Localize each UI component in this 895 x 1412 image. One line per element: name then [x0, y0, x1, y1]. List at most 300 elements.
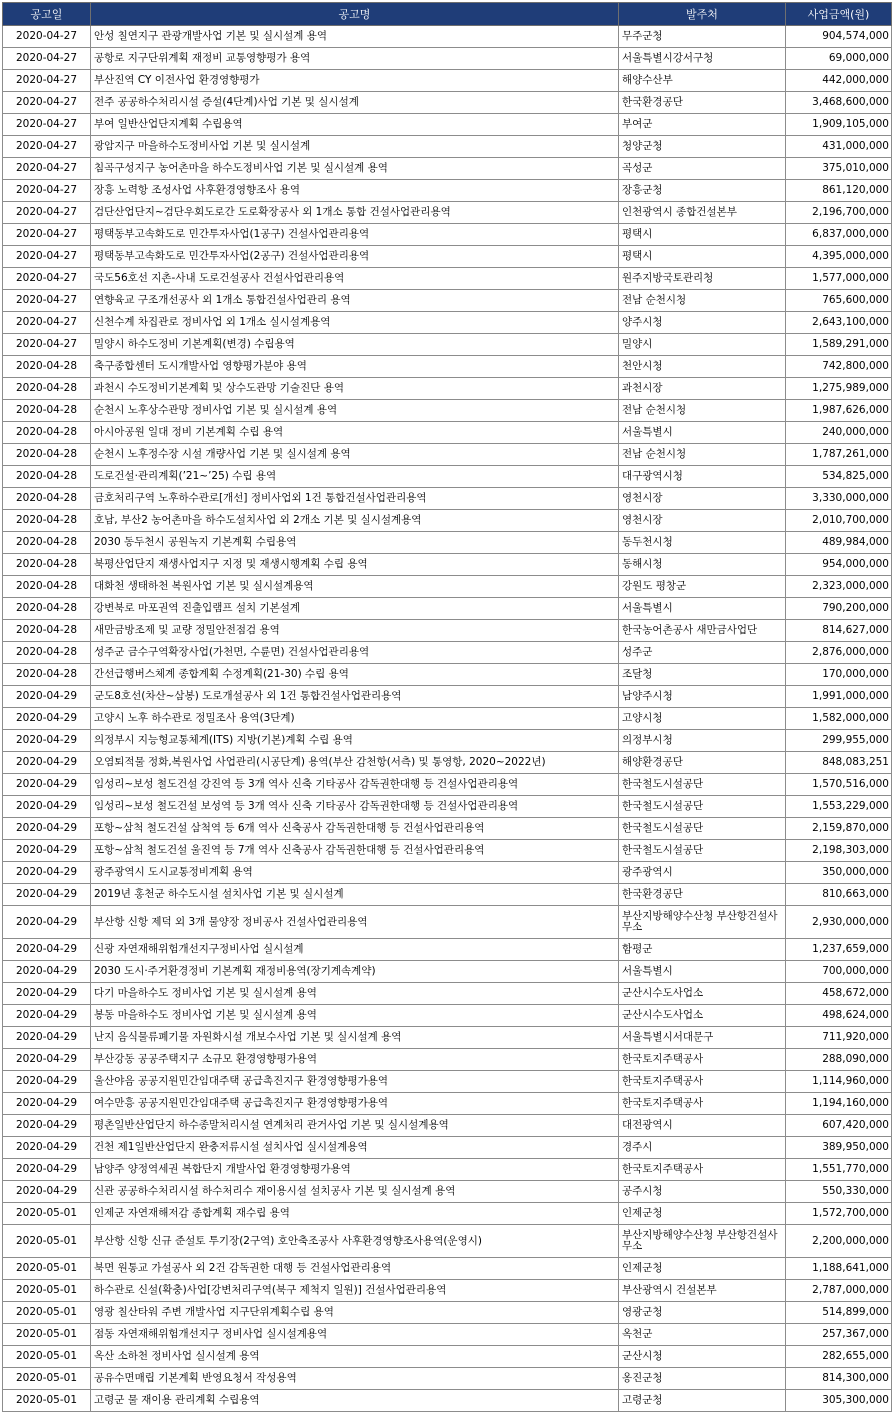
cell-client: 청양군청	[619, 136, 786, 158]
cell-title: 봉동 마을하수도 정비사업 기본 및 실시설계 용역	[91, 1005, 619, 1027]
cell-amount: 350,000,000	[786, 862, 892, 884]
cell-amount: 257,367,000	[786, 1324, 892, 1346]
cell-date: 2020-04-28	[3, 510, 91, 532]
cell-amount: 1,114,960,000	[786, 1071, 892, 1093]
cell-amount: 514,899,000	[786, 1302, 892, 1324]
cell-date: 2020-04-28	[3, 554, 91, 576]
cell-amount: 2,010,700,000	[786, 510, 892, 532]
cell-title: 부산항 신항 신규 준설토 투기장(2구역) 호안축조공사 사후환경영향조사용역(운영시)	[91, 1225, 619, 1258]
cell-title: 평촌일반산업단지 하수종말처리시설 연계처리 관거사업 기본 및 실시설계용역	[91, 1115, 619, 1137]
cell-client: 밀양시	[619, 334, 786, 356]
table-row	[3, 884, 892, 906]
cell-title: 고양시 노후 하수관로 정밀조사 용역(3단계)	[91, 708, 619, 730]
cell-title: 북평산업단지 재생사업지구 지정 및 재생시행계획 수립 용역	[91, 554, 619, 576]
cell-client: 한국철도시설공단	[619, 796, 786, 818]
cell-date: 2020-04-28	[3, 532, 91, 554]
cell-title: 하수관로 신설(확충)사업[강변처리구역(북구 제척지 일원)] 건설사업관리용역	[91, 1280, 619, 1302]
cell-date: 2020-04-27	[3, 180, 91, 202]
cell-client: 천안시청	[619, 356, 786, 378]
cell-client: 남양주시청	[619, 686, 786, 708]
cell-title: 광암지구 마을하수도정비사업 기본 및 실시설계	[91, 136, 619, 158]
cell-client: 해양수산부	[619, 70, 786, 92]
cell-title: 부산강동 공공주택지구 소규모 환경영향평가용역	[91, 1049, 619, 1071]
table-row	[3, 554, 892, 576]
table-row	[3, 1071, 892, 1093]
cell-title: 과천시 수도정비기본계획 및 상수도관망 기술진단 용역	[91, 378, 619, 400]
cell-client: 한국환경공단	[619, 884, 786, 906]
cell-amount: 458,672,000	[786, 983, 892, 1005]
cell-title: 축구종합센터 도시개발사업 영향평가분야 용역	[91, 356, 619, 378]
table-row	[3, 356, 892, 378]
cell-amount: 431,000,000	[786, 136, 892, 158]
cell-amount: 1,577,000,000	[786, 268, 892, 290]
table-row	[3, 312, 892, 334]
cell-date: 2020-04-27	[3, 224, 91, 246]
cell-title: 평택동부고속화도로 민간투자사업(1공구) 건설사업관리용역	[91, 224, 619, 246]
cell-title: 간선급행버스체계 종합계획 수정계획(21-30) 수립 용역	[91, 664, 619, 686]
cell-amount: 954,000,000	[786, 554, 892, 576]
table-row	[3, 686, 892, 708]
cell-amount: 711,920,000	[786, 1027, 892, 1049]
cell-amount: 3,468,600,000	[786, 92, 892, 114]
cell-title: 남양주 양정역세권 복합단지 개발사업 환경영향평가용역	[91, 1159, 619, 1181]
cell-client: 광주광역시	[619, 862, 786, 884]
table-row	[3, 1346, 892, 1368]
cell-amount: 534,825,000	[786, 466, 892, 488]
cell-amount: 1,987,626,000	[786, 400, 892, 422]
cell-date: 2020-04-29	[3, 1159, 91, 1181]
cell-client: 대구광역시청	[619, 466, 786, 488]
table-row	[3, 1258, 892, 1280]
cell-title: 부산진역 CY 이전사업 환경영향평가	[91, 70, 619, 92]
cell-date: 2020-04-28	[3, 664, 91, 686]
cell-date: 2020-04-29	[3, 1071, 91, 1093]
cell-title: 호남, 부산2 농어촌마을 하수도설치사업 외 2개소 기본 및 실시설계용역	[91, 510, 619, 532]
cell-amount: 2,876,000,000	[786, 642, 892, 664]
table-row	[3, 752, 892, 774]
cell-date: 2020-04-28	[3, 378, 91, 400]
cell-date: 2020-04-29	[3, 752, 91, 774]
table-row	[3, 1225, 892, 1258]
table-row	[3, 422, 892, 444]
cell-amount: 288,090,000	[786, 1049, 892, 1071]
cell-date: 2020-04-29	[3, 1093, 91, 1115]
cell-client: 무주군청	[619, 26, 786, 48]
cell-date: 2020-04-29	[3, 939, 91, 961]
cell-title: 광주광역시 도시교통정비계획 용역	[91, 862, 619, 884]
cell-amount: 814,627,000	[786, 620, 892, 642]
cell-title: 신광 자연재해위험개선지구정비사업 실시설계	[91, 939, 619, 961]
cell-amount: 2,323,000,000	[786, 576, 892, 598]
cell-amount: 814,300,000	[786, 1368, 892, 1390]
header-row	[3, 3, 892, 26]
cell-date: 2020-04-29	[3, 1137, 91, 1159]
cell-amount: 2,159,870,000	[786, 818, 892, 840]
table-row	[3, 136, 892, 158]
cell-client: 서울특별시	[619, 598, 786, 620]
cell-date: 2020-04-28	[3, 356, 91, 378]
cell-client: 군산시수도사업소	[619, 1005, 786, 1027]
cell-client: 한국토지주택공사	[619, 1093, 786, 1115]
cell-date: 2020-04-27	[3, 48, 91, 70]
cell-client: 한국토지주택공사	[619, 1071, 786, 1093]
cell-title: 국도56호선 지촌-사내 도로건설공사 건설사업관리용역	[91, 268, 619, 290]
cell-client: 인제군청	[619, 1258, 786, 1280]
cell-amount: 810,663,000	[786, 884, 892, 906]
cell-date: 2020-04-27	[3, 136, 91, 158]
cell-title: 도로건설·관리계획(’21~’25) 수립 용역	[91, 466, 619, 488]
cell-client: 고령군청	[619, 1390, 786, 1412]
table-row	[3, 180, 892, 202]
cell-amount: 498,624,000	[786, 1005, 892, 1027]
cell-amount: 2,930,000,000	[786, 906, 892, 939]
cell-title: 침곡구성지구 농어촌마을 하수도정비사업 기본 및 실시설계 용역	[91, 158, 619, 180]
table-row	[3, 620, 892, 642]
cell-title: 검단산업단지~검단우회도로간 도로확장공사 외 1개소 통합 건설사업관리용역	[91, 202, 619, 224]
cell-date: 2020-04-27	[3, 202, 91, 224]
cell-date: 2020-04-29	[3, 884, 91, 906]
cell-title: 2030 도시·주거환경정비 기본계획 재정비용역(장기계속계약)	[91, 961, 619, 983]
cell-date: 2020-05-01	[3, 1280, 91, 1302]
cell-date: 2020-04-28	[3, 466, 91, 488]
cell-amount: 4,395,000,000	[786, 246, 892, 268]
cell-client: 부여군	[619, 114, 786, 136]
cell-title: 포항~삼척 철도건설 삼척역 등 6개 역사 신축공사 감독권한대행 등 건설사업관리용역	[91, 818, 619, 840]
cell-date: 2020-04-29	[3, 796, 91, 818]
cell-title: 여수만흥 공공지원민간임대주택 공급촉진지구 환경영향평가용역	[91, 1093, 619, 1115]
cell-amount: 742,800,000	[786, 356, 892, 378]
cell-title: 포항~삼척 철도건설 울진역 등 7개 역사 신축공사 감독권한대행 등 건설사업관리용역	[91, 840, 619, 862]
cell-title: 공유수면매립 기본계획 반영요청서 작성용역	[91, 1368, 619, 1390]
cell-title: 공항로 지구단위계획 재정비 교통영향평가 용역	[91, 48, 619, 70]
cell-title: 점동 자연재해위험개선지구 정비사업 실시설계용역	[91, 1324, 619, 1346]
cell-title: 오염퇴적물 정화,복원사업 사업관리(시공단계) 용역(부산 감천항(서측) 및 통영항, 2020~2022년)	[91, 752, 619, 774]
cell-amount: 904,574,000	[786, 26, 892, 48]
cell-client: 옹진군청	[619, 1368, 786, 1390]
cell-date: 2020-04-29	[3, 906, 91, 939]
cell-amount: 1,194,160,000	[786, 1093, 892, 1115]
cell-client: 옥천군	[619, 1324, 786, 1346]
table-row	[3, 961, 892, 983]
table-row	[3, 840, 892, 862]
cell-amount: 2,787,000,000	[786, 1280, 892, 1302]
cell-title: 순천시 노후정수장 시설 개량사업 기본 및 실시설계 용역	[91, 444, 619, 466]
table-row	[3, 400, 892, 422]
cell-title: 대화천 생태하천 복원사업 기본 및 실시설계용역	[91, 576, 619, 598]
cell-date: 2020-04-27	[3, 26, 91, 48]
cell-client: 부산지방해양수산청 부산항건설사무소	[619, 906, 786, 939]
cell-date: 2020-04-27	[3, 92, 91, 114]
cell-date: 2020-05-01	[3, 1203, 91, 1225]
cell-title: 평택동부고속화도로 민간투자사업(2공구) 건설사업관리용역	[91, 246, 619, 268]
table-row	[3, 983, 892, 1005]
table-row	[3, 1390, 892, 1412]
cell-title: 건천 제1일반산업단지 완충저류시설 설치사업 실시설계용역	[91, 1137, 619, 1159]
cell-date: 2020-04-28	[3, 422, 91, 444]
cell-title: 옥산 소하천 정비사업 실시설계 용역	[91, 1346, 619, 1368]
cell-client: 조달청	[619, 664, 786, 686]
cell-date: 2020-05-01	[3, 1346, 91, 1368]
table-row	[3, 939, 892, 961]
table-row	[3, 224, 892, 246]
cell-title: 고령군 물 재이용 관리계획 수립용역	[91, 1390, 619, 1412]
cell-title: 2019년 홍천군 하수도시설 설치사업 기본 및 실시설계	[91, 884, 619, 906]
cell-amount: 2,643,100,000	[786, 312, 892, 334]
cell-client: 군산시수도사업소	[619, 983, 786, 1005]
bid-announcement-table	[2, 2, 892, 1412]
table-row	[3, 664, 892, 686]
cell-date: 2020-04-28	[3, 642, 91, 664]
cell-client: 인제군청	[619, 1203, 786, 1225]
table-row	[3, 246, 892, 268]
table-row	[3, 532, 892, 554]
cell-date: 2020-04-28	[3, 444, 91, 466]
cell-client: 과천시장	[619, 378, 786, 400]
cell-date: 2020-04-29	[3, 686, 91, 708]
cell-amount: 489,984,000	[786, 532, 892, 554]
cell-title: 난지 음식물류폐기물 자원화시설 개보수사업 기본 및 실시설계 용역	[91, 1027, 619, 1049]
cell-client: 경주시	[619, 1137, 786, 1159]
cell-title: 아시아공원 일대 정비 기본계획 수립 용역	[91, 422, 619, 444]
cell-amount: 1,787,261,000	[786, 444, 892, 466]
cell-client: 한국토지주택공사	[619, 1159, 786, 1181]
cell-date: 2020-05-01	[3, 1324, 91, 1346]
cell-title: 밀양시 하수도정비 기본계획(변경) 수립용역	[91, 334, 619, 356]
cell-client: 전남 순천시청	[619, 400, 786, 422]
table-row	[3, 268, 892, 290]
table-row	[3, 642, 892, 664]
cell-amount: 3,330,000,000	[786, 488, 892, 510]
cell-date: 2020-04-28	[3, 620, 91, 642]
cell-amount: 375,010,000	[786, 158, 892, 180]
table-row	[3, 1280, 892, 1302]
cell-client: 한국철도시설공단	[619, 840, 786, 862]
cell-title: 부여 일반산업단지계획 수립용역	[91, 114, 619, 136]
table-row	[3, 488, 892, 510]
cell-client: 해양환경공단	[619, 752, 786, 774]
cell-client: 평택시	[619, 246, 786, 268]
cell-client: 한국토지주택공사	[619, 1049, 786, 1071]
cell-date: 2020-04-29	[3, 708, 91, 730]
cell-client: 성주군	[619, 642, 786, 664]
cell-date: 2020-04-28	[3, 400, 91, 422]
table-row	[3, 466, 892, 488]
table-row	[3, 598, 892, 620]
cell-title: 영광 칠산타워 주변 개발사업 지구단위계획수립 용역	[91, 1302, 619, 1324]
cell-date: 2020-05-01	[3, 1390, 91, 1412]
cell-client: 서울특별시	[619, 422, 786, 444]
cell-date: 2020-04-27	[3, 334, 91, 356]
cell-title: 안성 칠연지구 관광개발사업 기본 및 실시설계 용역	[91, 26, 619, 48]
cell-title: 임성리~보성 철도건설 강진역 등 3개 역사 신축 기타공사 감독권한대행 등 건설사업관리용역	[91, 774, 619, 796]
cell-amount: 282,655,000	[786, 1346, 892, 1368]
table-row	[3, 202, 892, 224]
cell-title: 신관 공공하수처리시설 하수처리수 재이용시설 설치공사 기본 및 실시설계 용역	[91, 1181, 619, 1203]
table-row	[3, 158, 892, 180]
cell-client: 장흥군청	[619, 180, 786, 202]
cell-amount: 790,200,000	[786, 598, 892, 620]
cell-client: 대전광역시	[619, 1115, 786, 1137]
cell-date: 2020-04-27	[3, 290, 91, 312]
table-row	[3, 1203, 892, 1225]
cell-client: 평택시	[619, 224, 786, 246]
cell-amount: 1,589,291,000	[786, 334, 892, 356]
cell-amount: 607,420,000	[786, 1115, 892, 1137]
cell-client: 부산광역시 건설본부	[619, 1280, 786, 1302]
cell-date: 2020-04-29	[3, 818, 91, 840]
table-row	[3, 444, 892, 466]
cell-client: 양주시청	[619, 312, 786, 334]
cell-client: 부산지방해양수산청 부산항건설사무소	[619, 1225, 786, 1258]
table-row	[3, 48, 892, 70]
cell-amount: 848,083,251	[786, 752, 892, 774]
cell-amount: 1,188,641,000	[786, 1258, 892, 1280]
cell-title: 울산야음 공공지원민간임대주택 공급촉진지구 환경영향평가용역	[91, 1071, 619, 1093]
cell-amount: 2,196,700,000	[786, 202, 892, 224]
cell-amount: 69,000,000	[786, 48, 892, 70]
cell-amount: 170,000,000	[786, 664, 892, 686]
cell-amount: 1,572,700,000	[786, 1203, 892, 1225]
cell-date: 2020-05-01	[3, 1368, 91, 1390]
table-row	[3, 1159, 892, 1181]
cell-title: 임성리~보성 철도건설 보성역 등 3개 역사 신축 기타공사 감독권한대행 등 건설사업관리용역	[91, 796, 619, 818]
cell-date: 2020-04-29	[3, 730, 91, 752]
cell-title: 강변북로 마포권역 진출입램프 설치 기본설계	[91, 598, 619, 620]
cell-client: 곡성군	[619, 158, 786, 180]
cell-date: 2020-05-01	[3, 1258, 91, 1280]
cell-date: 2020-04-28	[3, 598, 91, 620]
cell-date: 2020-05-01	[3, 1225, 91, 1258]
cell-date: 2020-04-29	[3, 1049, 91, 1071]
cell-client: 인천광역시 종합건설본부	[619, 202, 786, 224]
cell-amount: 389,950,000	[786, 1137, 892, 1159]
table-row	[3, 334, 892, 356]
cell-client: 한국환경공단	[619, 92, 786, 114]
cell-client: 영천시장	[619, 488, 786, 510]
cell-title: 성주군 금수구역확장사업(가천면, 수륜면) 건설사업관리용역	[91, 642, 619, 664]
cell-client: 서울특별시서대문구	[619, 1027, 786, 1049]
table-row	[3, 1137, 892, 1159]
cell-date: 2020-04-27	[3, 246, 91, 268]
cell-date: 2020-04-29	[3, 1027, 91, 1049]
table-row	[3, 510, 892, 532]
table-row	[3, 862, 892, 884]
table-row	[3, 1368, 892, 1390]
column-header-date: 공고일	[3, 3, 91, 26]
cell-client: 의정부시청	[619, 730, 786, 752]
column-header-amount: 사업금액(원)	[786, 3, 892, 26]
cell-amount: 1,991,000,000	[786, 686, 892, 708]
cell-date: 2020-04-27	[3, 70, 91, 92]
table-row	[3, 92, 892, 114]
cell-title: 2030 동두천시 공원녹지 기본계획 수립용역	[91, 532, 619, 554]
cell-amount: 299,955,000	[786, 730, 892, 752]
cell-amount: 2,198,303,000	[786, 840, 892, 862]
table-row	[3, 1027, 892, 1049]
cell-amount: 1,570,516,000	[786, 774, 892, 796]
cell-client: 동두천시청	[619, 532, 786, 554]
table-row	[3, 290, 892, 312]
cell-amount: 1,275,989,000	[786, 378, 892, 400]
cell-title: 장흥 노력항 조성사업 사후환경영향조사 용역	[91, 180, 619, 202]
cell-date: 2020-04-29	[3, 961, 91, 983]
cell-amount: 1,237,659,000	[786, 939, 892, 961]
cell-amount: 550,330,000	[786, 1181, 892, 1203]
cell-title: 부산항 신항 제덕 외 3개 물양장 정비공사 건설사업관리용역	[91, 906, 619, 939]
column-header-client: 발주처	[619, 3, 786, 26]
cell-amount: 442,000,000	[786, 70, 892, 92]
cell-title: 순천시 노후상수관망 정비사업 기본 및 실시설계 용역	[91, 400, 619, 422]
cell-amount: 240,000,000	[786, 422, 892, 444]
cell-date: 2020-04-29	[3, 840, 91, 862]
table-row	[3, 70, 892, 92]
table-row	[3, 1115, 892, 1137]
cell-date: 2020-04-29	[3, 1005, 91, 1027]
cell-amount: 2,200,000,000	[786, 1225, 892, 1258]
cell-client: 서울특별시강서구청	[619, 48, 786, 70]
cell-amount: 305,300,000	[786, 1390, 892, 1412]
table-row	[3, 1093, 892, 1115]
cell-date: 2020-04-29	[3, 1181, 91, 1203]
cell-title: 신천수계 차집관로 정비사업 외 1개소 실시설계용역	[91, 312, 619, 334]
table-row	[3, 1302, 892, 1324]
cell-amount: 1,582,000,000	[786, 708, 892, 730]
table-row	[3, 774, 892, 796]
cell-client: 공주시청	[619, 1181, 786, 1203]
cell-amount: 1,553,229,000	[786, 796, 892, 818]
table-row	[3, 818, 892, 840]
cell-date: 2020-04-28	[3, 576, 91, 598]
cell-title: 군도8호선(차산~삼봉) 도로개설공사 외 1건 통합건설사업관리용역	[91, 686, 619, 708]
cell-title: 의정부시 지능형교통체계(ITS) 지방(기본)계획 수립 용역	[91, 730, 619, 752]
cell-date: 2020-04-27	[3, 312, 91, 334]
cell-client: 한국농어촌공사 새만금사업단	[619, 620, 786, 642]
cell-amount: 700,000,000	[786, 961, 892, 983]
cell-amount: 6,837,000,000	[786, 224, 892, 246]
cell-date: 2020-04-29	[3, 774, 91, 796]
table-body	[3, 26, 892, 1412]
cell-amount: 1,551,770,000	[786, 1159, 892, 1181]
cell-client: 전남 순천시청	[619, 290, 786, 312]
cell-date: 2020-04-29	[3, 862, 91, 884]
cell-client: 동해시청	[619, 554, 786, 576]
cell-client: 한국철도시설공단	[619, 774, 786, 796]
table-row	[3, 730, 892, 752]
cell-title: 연향육교 구조개선공사 외 1개소 통합건설사업관리 용역	[91, 290, 619, 312]
cell-client: 군산시청	[619, 1346, 786, 1368]
table-row	[3, 708, 892, 730]
table-row	[3, 114, 892, 136]
cell-client: 영광군청	[619, 1302, 786, 1324]
cell-date: 2020-05-01	[3, 1302, 91, 1324]
cell-amount: 1,909,105,000	[786, 114, 892, 136]
cell-date: 2020-04-27	[3, 268, 91, 290]
cell-client: 강원도 평창군	[619, 576, 786, 598]
table-row	[3, 576, 892, 598]
table-row	[3, 796, 892, 818]
cell-title: 새만금방조제 및 교량 정밀안전점검 용역	[91, 620, 619, 642]
cell-client: 서울특별시	[619, 961, 786, 983]
cell-title: 전주 공공하수처리시설 증설(4단계)사업 기본 및 실시설계	[91, 92, 619, 114]
cell-title: 북면 원통교 가설공사 외 2건 감독권한 대행 등 건설사업관리용역	[91, 1258, 619, 1280]
cell-client: 원주지방국토관리청	[619, 268, 786, 290]
cell-amount: 861,120,000	[786, 180, 892, 202]
cell-date: 2020-04-29	[3, 1115, 91, 1137]
cell-date: 2020-04-28	[3, 488, 91, 510]
column-header-title: 공고명	[91, 3, 619, 26]
table-row	[3, 1324, 892, 1346]
cell-amount: 765,600,000	[786, 290, 892, 312]
